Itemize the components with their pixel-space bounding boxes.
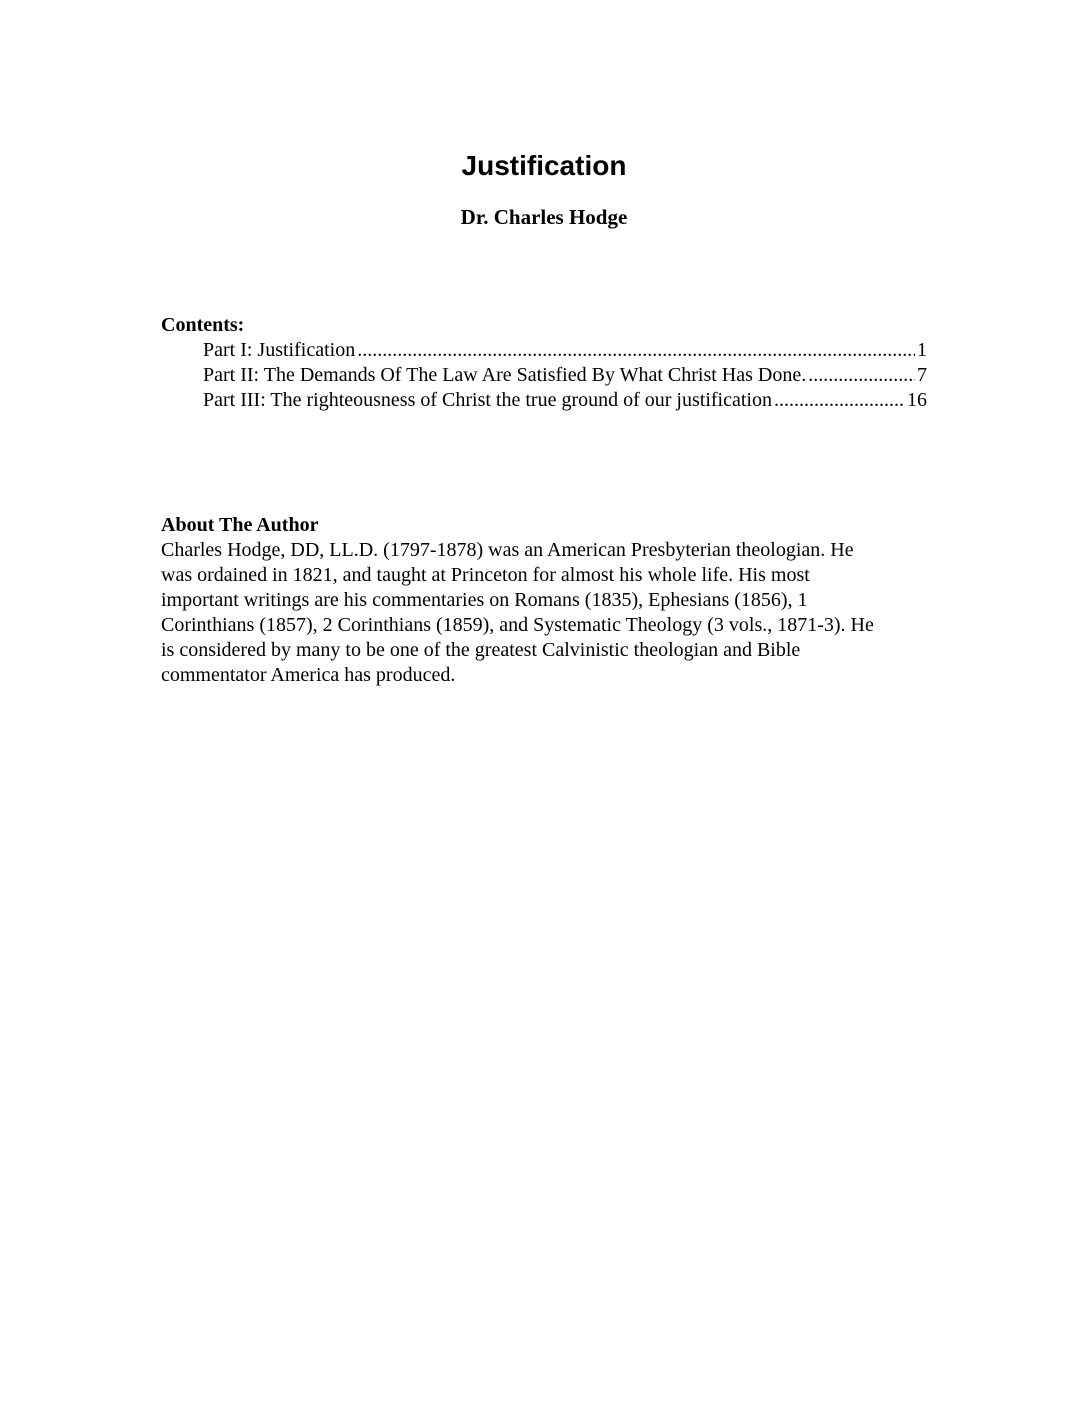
about-line: important writings are his commentaries on Romans (1835), Ephesians (1856), 1 — [161, 589, 808, 611]
about-line: Corinthians (1857), 2 Corinthians (1859), and Systematic Theology (3 vols., 1871-3). He — [161, 614, 874, 636]
about-line: is considered by many to be one of the greatest Calvinistic theologian and Bible — [161, 639, 801, 661]
about-the-author — [161, 513, 933, 688]
about-line: Charles Hodge, DD, LL.D. (1797-1878) was an American Presbyterian theologian. He — [161, 539, 854, 561]
contents-heading: Contents: — [161, 314, 245, 336]
toc-entry-part-3[interactable] — [203, 388, 927, 413]
toc-entry-page: 1 — [917, 339, 927, 361]
toc-entry-part-2[interactable] — [203, 363, 927, 388]
about-line: was ordained in 1821, and taught at Princeton for almost his whole life. His most — [161, 564, 810, 586]
document-title: Justification — [461, 150, 627, 181]
about-heading: About The Author — [161, 514, 319, 536]
document-author: Dr. Charles Hodge — [460, 205, 628, 229]
toc-leader-dots — [808, 363, 915, 388]
toc-entry-page: 7 — [917, 364, 927, 386]
toc-entry-label: Part II: The Demands Of The Law Are Satisfied By What Christ Has Done. — [203, 364, 807, 386]
toc-entry-label: Part III: The righteousness of Christ the true ground of our justification — [203, 389, 772, 411]
toc-entry-part-1[interactable] — [203, 338, 927, 363]
toc-leader-dots — [357, 338, 915, 363]
toc-entry-page: 16 — [907, 389, 927, 411]
about-paragraph — [161, 538, 933, 688]
about-line: commentator America has produced. — [161, 664, 456, 686]
toc-leader-dots — [774, 388, 905, 413]
toc-entry-label: Part I: Justification — [203, 339, 356, 361]
toc-list — [161, 338, 927, 413]
table-of-contents — [161, 313, 927, 413]
